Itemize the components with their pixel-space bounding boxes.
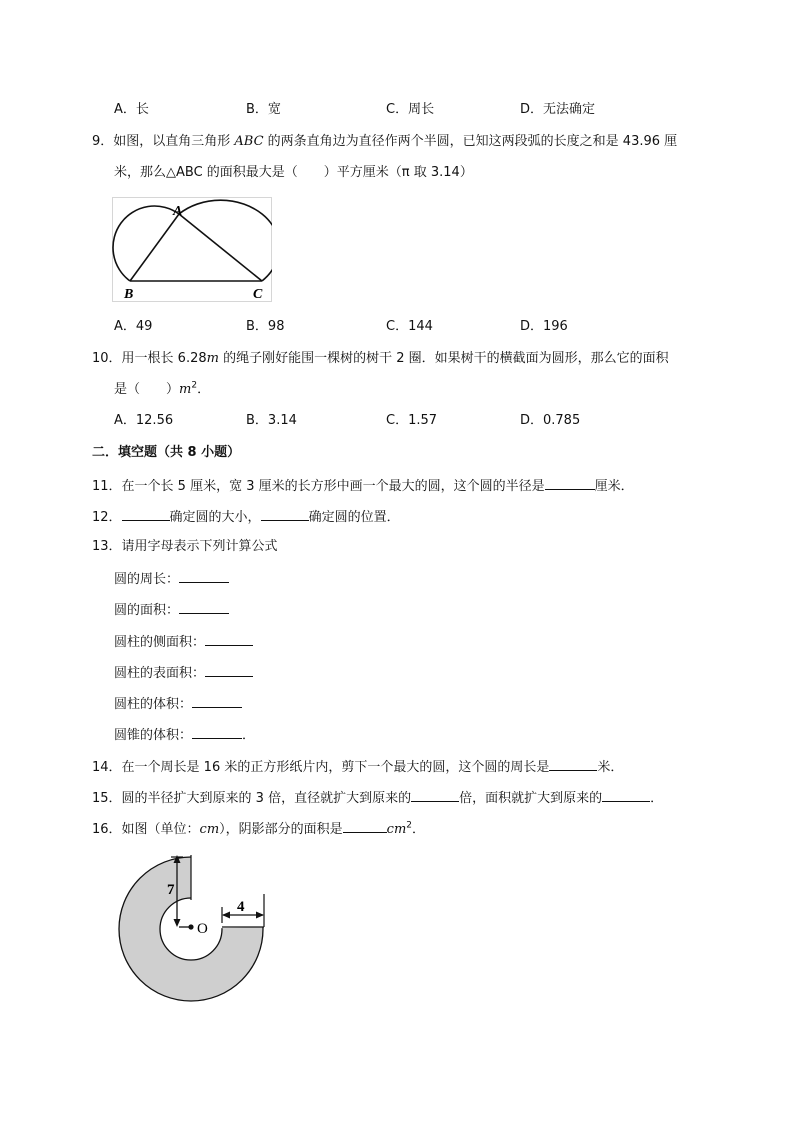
q12-post: 确定圆的位置． (308, 510, 400, 525)
q14-post: 米． (597, 760, 624, 775)
q10-line2 (114, 381, 210, 399)
q16-figure (113, 849, 271, 1007)
q9-label-b: B (124, 287, 134, 302)
q13-item-6-blank[interactable] (192, 725, 242, 739)
q16-mid: ），阴影部分的面积是 (219, 822, 343, 837)
q10-line2-unit: m (179, 382, 192, 397)
q15-blank-1[interactable] (411, 788, 459, 802)
q14-pre: 14．在一个周长是 16 米的正方形纸片内，剪下一个最大的圆，这个圆的周长是 (92, 760, 550, 775)
q16-unit: cm (199, 822, 220, 837)
q11-blank[interactable] (545, 476, 595, 490)
q13-item-3-blank[interactable] (205, 632, 253, 646)
q15-blank-2[interactable] (602, 788, 650, 802)
q12-blank-2[interactable] (261, 507, 309, 521)
q10-line1 (92, 350, 669, 368)
q9-option-d: D．196 (520, 319, 568, 334)
q8-option-a: A．长 (114, 102, 149, 117)
q13-item-6 (114, 725, 255, 745)
q13-item-2-blank[interactable] (179, 600, 229, 614)
q13-item-2 (114, 600, 229, 620)
q11 (92, 476, 634, 496)
q9-line1-var: ABC (234, 134, 264, 149)
q12-pre: 12． (92, 510, 122, 525)
q13-item-2-label: 圆的面积： (114, 603, 180, 618)
q16-pre: 16．如图（单位： (92, 822, 200, 837)
q16 (92, 819, 425, 839)
q13-title: 13．请用字母表示下列计算公式 (92, 539, 278, 554)
q13-item-5-label: 圆柱的体积： (114, 697, 193, 712)
q9-line1-pre: 9．如图，以直角三角形 (92, 134, 235, 149)
q16-center-dot (188, 924, 193, 929)
q14 (92, 757, 623, 777)
q12-blank-1[interactable] (122, 507, 170, 521)
q10-option-a: A．12.56 (114, 413, 174, 428)
q16-sup: 2 (406, 820, 413, 831)
q13-item-1-blank[interactable] (179, 569, 229, 583)
q13-item-3-label: 圆柱的侧面积： (114, 635, 206, 650)
q15-pre: 15．圆的半径扩大到原来的 3 倍，直径就扩大到原来的 (92, 791, 412, 806)
q9-label-c: C (253, 287, 263, 302)
q10-option-b: B．3.14 (246, 413, 297, 428)
q10-line2-sup: 2 (191, 380, 198, 391)
q16-post: ． (412, 822, 426, 837)
q9-option-c: C．144 (386, 319, 433, 334)
q10-line1-unit: m (206, 351, 219, 366)
q8-option-d: D．无法确定 (520, 102, 596, 117)
q10-line1-post: 的绳子刚好能围一棵树的树干 2 圈．如果树干的横截面为圆形，那么它的面积 (218, 351, 669, 366)
q9-line1-post: 的两条直角边为直径作两个半圆，已知这两段弧的长度之和是 43.96 厘 (263, 134, 678, 149)
q10-line2-post: ． (197, 382, 211, 397)
q11-post: 厘米． (594, 479, 634, 494)
q15-post: ． (650, 791, 664, 806)
section-2-title: 二．填空题（共 8 小题） (92, 445, 241, 460)
q13-item-3 (114, 632, 253, 652)
q8-option-c: C．周长 (386, 102, 435, 117)
q16-label-o: O (197, 921, 208, 937)
q14-blank[interactable] (549, 757, 597, 771)
q15 (92, 788, 663, 808)
q11-pre: 11．在一个长 5 厘米，宽 3 厘米的长方形中画一个最大的圆，这个圆的半径是 (92, 479, 545, 494)
q16-blank[interactable] (343, 819, 387, 833)
q9-figure (112, 197, 272, 302)
q9-line2: 米，那么△ABC 的面积最大是（ ）平方厘米（π 取 3.14） (114, 165, 473, 180)
q10-option-c: C．1.57 (386, 413, 438, 428)
q10-line1-pre: 10．用一根长 6.28 (92, 351, 207, 366)
q13-item-5-blank[interactable] (192, 694, 242, 708)
q8-option-b: B．宽 (246, 102, 281, 117)
q16-label-7: 7 (167, 882, 175, 898)
q13-end: ． (242, 728, 256, 743)
q16-cut-region (191, 855, 265, 929)
q13-item-4-label: 圆柱的表面积： (114, 666, 206, 681)
q16-label-4: 4 (237, 899, 245, 915)
q12-mid: 确定圆的大小， (169, 510, 261, 525)
q9-line1 (92, 133, 677, 151)
q13-item-4 (114, 663, 253, 683)
q13-item-1-label: 圆的周长： (114, 572, 180, 587)
q10-option-d: D．0.785 (520, 413, 581, 428)
q15-mid: 倍，面积就扩大到原来的 (459, 791, 603, 806)
q9-option-a: A．49 (114, 319, 153, 334)
q13-item-4-blank[interactable] (205, 663, 253, 677)
q9-label-a: A (173, 204, 183, 219)
q9-option-b: B．98 (246, 319, 285, 334)
q13-item-5 (114, 694, 242, 714)
q13-item-6-label: 圆锥的体积： (114, 728, 193, 743)
q10-line2-pre: 是（ ） (114, 382, 180, 397)
q13-item-1 (114, 569, 229, 589)
q16-unit2: cm (386, 822, 407, 837)
q12 (92, 507, 400, 527)
